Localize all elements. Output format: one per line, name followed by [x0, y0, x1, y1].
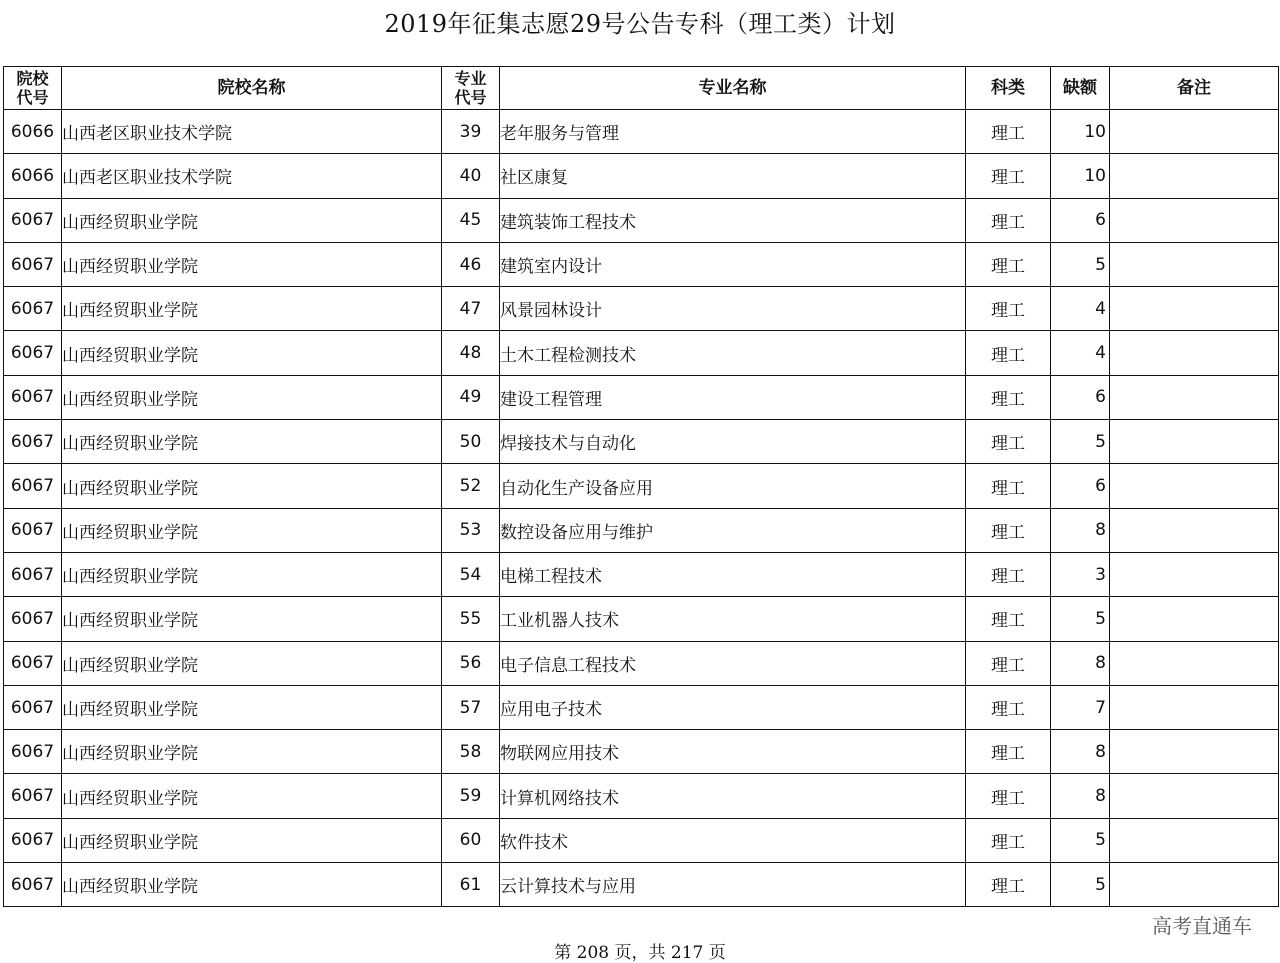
cell-school-code: 6067 [4, 287, 62, 331]
cell-quota: 5 [1051, 597, 1110, 641]
cell-quota: 5 [1051, 818, 1110, 862]
cell-major-code: 45 [442, 198, 500, 242]
cell-category: 理工 [966, 641, 1051, 685]
cell-category: 理工 [966, 730, 1051, 774]
cell-school-code: 6067 [4, 508, 62, 552]
cell-category: 理工 [966, 863, 1051, 907]
cell-school-code: 6066 [4, 154, 62, 198]
cell-school-code: 6067 [4, 774, 62, 818]
cell-major-code: 53 [442, 508, 500, 552]
table-row [4, 331, 1279, 375]
table-row [4, 375, 1279, 419]
page-footer: 第 208 页，共 217 页 [554, 943, 726, 963]
table-row [4, 641, 1279, 685]
cell-major-code: 46 [442, 242, 500, 286]
cell-major-code: 60 [442, 818, 500, 862]
cell-school-code: 6067 [4, 818, 62, 862]
cell-quota: 5 [1051, 420, 1110, 464]
cell-major-code: 55 [442, 597, 500, 641]
cell-school-name: 山西经贸职业学院 [62, 774, 442, 818]
header-major-code: 专业 代号 [442, 67, 500, 110]
cell-major-code: 49 [442, 375, 500, 419]
cell-category: 理工 [966, 287, 1051, 331]
cell-remark [1110, 597, 1279, 641]
cell-major-code: 50 [442, 420, 500, 464]
cell-school-code: 6067 [4, 420, 62, 464]
cell-quota: 8 [1051, 508, 1110, 552]
cell-remark [1110, 730, 1279, 774]
cell-major-name: 自动化生产设备应用 [500, 464, 966, 508]
cell-major-name: 数控设备应用与维护 [500, 508, 966, 552]
cell-remark [1110, 774, 1279, 818]
cell-school-code: 6067 [4, 198, 62, 242]
table-row [4, 464, 1279, 508]
cell-remark [1110, 685, 1279, 729]
table-row [4, 863, 1279, 907]
cell-remark [1110, 863, 1279, 907]
table-row [4, 818, 1279, 862]
cell-remark [1110, 375, 1279, 419]
cell-school-code: 6067 [4, 863, 62, 907]
cell-category: 理工 [966, 154, 1051, 198]
cell-quota: 8 [1051, 730, 1110, 774]
cell-school-code: 6067 [4, 685, 62, 729]
cell-quota: 10 [1051, 110, 1110, 154]
cell-school-name: 山西经贸职业学院 [62, 420, 442, 464]
cell-major-name: 云计算技术与应用 [500, 863, 966, 907]
cell-quota: 6 [1051, 375, 1110, 419]
cell-school-name: 山西经贸职业学院 [62, 508, 442, 552]
cell-school-name: 山西经贸职业学院 [62, 331, 442, 375]
cell-school-name: 山西经贸职业学院 [62, 685, 442, 729]
cell-major-code: 56 [442, 641, 500, 685]
cell-category: 理工 [966, 464, 1051, 508]
header-school-name: 院校名称 [62, 67, 442, 110]
cell-remark [1110, 331, 1279, 375]
cell-school-name: 山西经贸职业学院 [62, 552, 442, 596]
cell-school-name: 山西经贸职业学院 [62, 375, 442, 419]
cell-quota: 10 [1051, 154, 1110, 198]
cell-major-name: 建设工程管理 [500, 375, 966, 419]
table-row [4, 730, 1279, 774]
cell-quota: 6 [1051, 198, 1110, 242]
header-school-code: 院校 代号 [4, 67, 62, 110]
table-row [4, 552, 1279, 596]
cell-category: 理工 [966, 331, 1051, 375]
cell-major-name: 计算机网络技术 [500, 774, 966, 818]
cell-category: 理工 [966, 110, 1051, 154]
cell-major-name: 物联网应用技术 [500, 730, 966, 774]
table-row [4, 110, 1279, 154]
cell-major-code: 47 [442, 287, 500, 331]
cell-major-name: 电子信息工程技术 [500, 641, 966, 685]
cell-major-code: 54 [442, 552, 500, 596]
admission-plan-table [3, 66, 1279, 907]
cell-major-code: 59 [442, 774, 500, 818]
cell-remark [1110, 508, 1279, 552]
cell-remark [1110, 287, 1279, 331]
cell-school-name: 山西经贸职业学院 [62, 464, 442, 508]
table-row [4, 154, 1279, 198]
cell-school-name: 山西老区职业技术学院 [62, 110, 442, 154]
cell-category: 理工 [966, 552, 1051, 596]
cell-quota: 8 [1051, 774, 1110, 818]
cell-school-name: 山西经贸职业学院 [62, 863, 442, 907]
cell-major-name: 工业机器人技术 [500, 597, 966, 641]
cell-quota: 6 [1051, 464, 1110, 508]
cell-major-code: 39 [442, 110, 500, 154]
cell-category: 理工 [966, 685, 1051, 729]
cell-quota: 4 [1051, 331, 1110, 375]
table-row [4, 508, 1279, 552]
cell-quota: 7 [1051, 685, 1110, 729]
cell-remark [1110, 110, 1279, 154]
header-remark: 备注 [1110, 67, 1279, 110]
table-row [4, 597, 1279, 641]
watermark: 高考直通车 [1152, 914, 1252, 938]
cell-school-code: 6067 [4, 641, 62, 685]
cell-remark [1110, 198, 1279, 242]
table-header-row [4, 67, 1279, 110]
table-row [4, 287, 1279, 331]
header-quota: 缺额 [1051, 67, 1110, 110]
table-row [4, 685, 1279, 729]
cell-school-code: 6067 [4, 597, 62, 641]
cell-major-code: 58 [442, 730, 500, 774]
cell-category: 理工 [966, 818, 1051, 862]
cell-major-name: 软件技术 [500, 818, 966, 862]
cell-school-code: 6067 [4, 242, 62, 286]
cell-major-code: 61 [442, 863, 500, 907]
cell-school-code: 6067 [4, 375, 62, 419]
cell-major-code: 48 [442, 331, 500, 375]
cell-school-name: 山西经贸职业学院 [62, 198, 442, 242]
cell-major-name: 建筑室内设计 [500, 242, 966, 286]
cell-remark [1110, 552, 1279, 596]
cell-quota: 5 [1051, 863, 1110, 907]
cell-school-name: 山西经贸职业学院 [62, 597, 442, 641]
cell-school-name: 山西经贸职业学院 [62, 287, 442, 331]
cell-major-name: 风景园林设计 [500, 287, 966, 331]
cell-quota: 8 [1051, 641, 1110, 685]
cell-major-name: 土木工程检测技术 [500, 331, 966, 375]
cell-major-name: 建筑装饰工程技术 [500, 198, 966, 242]
cell-school-code: 6067 [4, 464, 62, 508]
cell-school-code: 6067 [4, 331, 62, 375]
cell-remark [1110, 154, 1279, 198]
cell-school-name: 山西经贸职业学院 [62, 242, 442, 286]
cell-remark [1110, 242, 1279, 286]
cell-major-name: 老年服务与管理 [500, 110, 966, 154]
cell-category: 理工 [966, 508, 1051, 552]
table-row [4, 774, 1279, 818]
cell-school-code: 6067 [4, 552, 62, 596]
cell-school-code: 6066 [4, 110, 62, 154]
cell-category: 理工 [966, 597, 1051, 641]
table-row [4, 420, 1279, 464]
cell-major-name: 焊接技术与自动化 [500, 420, 966, 464]
cell-category: 理工 [966, 420, 1051, 464]
cell-quota: 4 [1051, 287, 1110, 331]
table-row [4, 242, 1279, 286]
cell-major-name: 应用电子技术 [500, 685, 966, 729]
cell-school-name: 山西经贸职业学院 [62, 818, 442, 862]
cell-major-code: 52 [442, 464, 500, 508]
cell-school-name: 山西经贸职业学院 [62, 641, 442, 685]
cell-quota: 5 [1051, 242, 1110, 286]
cell-category: 理工 [966, 198, 1051, 242]
cell-category: 理工 [966, 242, 1051, 286]
cell-category: 理工 [966, 375, 1051, 419]
cell-remark [1110, 818, 1279, 862]
header-major-name: 专业名称 [500, 67, 966, 110]
table-row [4, 198, 1279, 242]
page-title: 2019年征集志愿29号公告专科（理工类）计划 [384, 10, 896, 38]
header-category: 科类 [966, 67, 1051, 110]
cell-major-name: 电梯工程技术 [500, 552, 966, 596]
cell-quota: 3 [1051, 552, 1110, 596]
cell-remark [1110, 464, 1279, 508]
cell-school-name: 山西老区职业技术学院 [62, 154, 442, 198]
cell-major-code: 57 [442, 685, 500, 729]
cell-school-code: 6067 [4, 730, 62, 774]
cell-major-name: 社区康复 [500, 154, 966, 198]
cell-remark [1110, 641, 1279, 685]
cell-category: 理工 [966, 774, 1051, 818]
cell-major-code: 40 [442, 154, 500, 198]
cell-school-name: 山西经贸职业学院 [62, 730, 442, 774]
cell-remark [1110, 420, 1279, 464]
